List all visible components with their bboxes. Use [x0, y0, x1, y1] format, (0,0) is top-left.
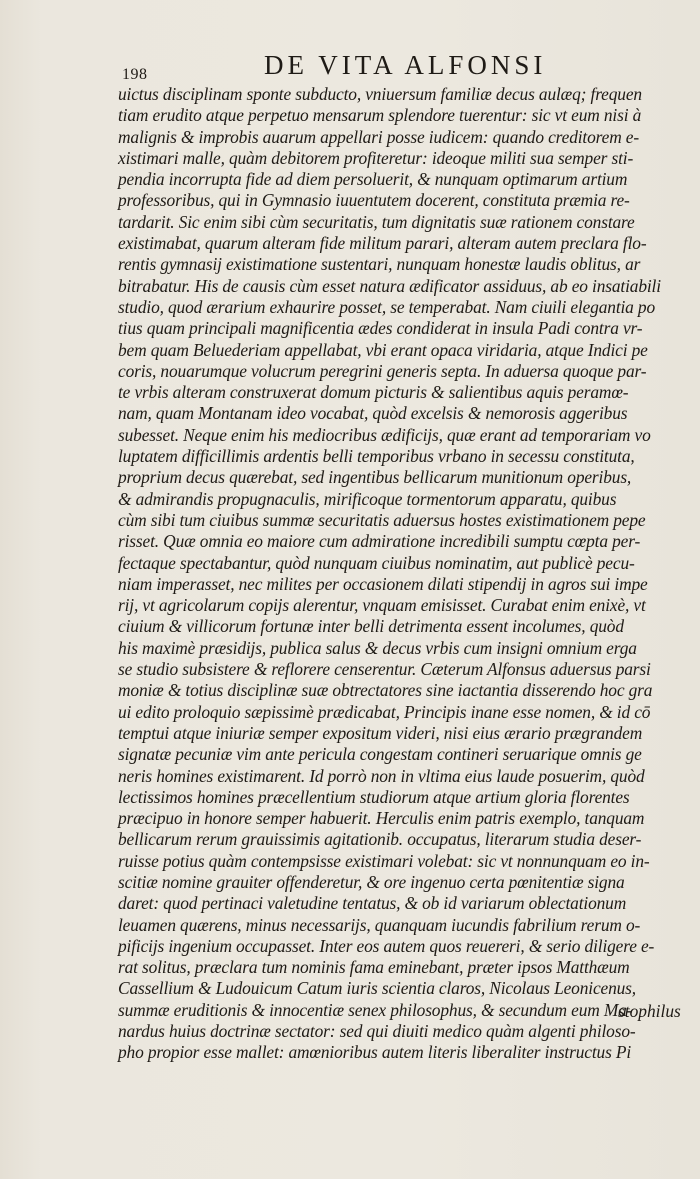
text-line: præcipuo in honore semper habuerit. Herculis enim patris exemplo, tanquam — [118, 808, 645, 829]
text-line: proprium decus quærebat, sed ingentibus bellicarum munitionum operibus, — [118, 467, 632, 488]
text-line: studio, quod ærarium exhaurire posset, se temperabat. Nam ciuili elegantia po — [118, 296, 656, 317]
text-line: luptatem difficillimis ardentis belli temporibus vrbano in secessu constituta, — [118, 446, 635, 467]
running-head: DE VITA ALFONSI — [264, 50, 547, 80]
text-line: professoribus, qui in Gymnasio iuuentutem docerent, constituta præmia re- — [118, 190, 630, 211]
text-line: ui edito proloquio sæpissimè prædicabat, Principis inane esse nomen, & id cō — [118, 701, 651, 722]
text-line: pendia incorrupta fide ad diem persoluerit, & nunquam optimarum artium — [118, 169, 628, 190]
text-line: uictus disciplinam sponte subducto, vniuersum familiæ decus aulæq; frequen — [118, 84, 642, 104]
text-line: pificijs ingenium occupasset. Inter eos autem quos reuereri, & serio diligere e- — [118, 935, 655, 956]
text-line: lectissimos homines præcellentium studiorum atque artium gloria florentes — [118, 786, 630, 807]
text-line: coris, nouarumque volucrum peregrini generis septa. In aduersa quoque par- — [118, 360, 647, 381]
text-line: nardus huius doctrinæ sectator: sed qui diuiti medico quàm algenti philoso- — [118, 1021, 636, 1042]
text-line: cùm sibi tum ciuibus summæ securitatis aduersus hostes existimationem pepe — [118, 509, 646, 530]
text-line: niam imperasset, nec milites per occasionem dilati stipendij in agros sui impe — [118, 573, 648, 594]
text-line: Cassellium & Ludouicum Catum iuris scientia claros, Nicolaus Leonicenus, — [118, 978, 637, 999]
text-line: neris homines existimarent. Id porrò non in vltima eius laude posuerim, quòd — [118, 765, 645, 786]
text-line: temptui atque iniuriæ semper expositum videri, nisi eius ærario prægrandem — [118, 722, 643, 743]
text-line: leuamen quærens, minus necessarijs, quanquam iucundis fabrilium rerum o- — [118, 914, 641, 935]
text-line: fectaque spectabantur, quòd nunquam ciuibus nominatim, aut publicè pecu- — [118, 552, 635, 573]
page-number: 198 — [122, 66, 148, 83]
text-line: ciuium & villicorum fortunæ inter belli detrimenta essent incolumes, quòd — [118, 616, 624, 637]
text-line: te vrbis alteram construxerat domum picturis & salientibus aquis peramœ- — [118, 382, 629, 403]
text-line: & admirandis propugnaculis, mirificoque tormentorum apparatu, quibus — [118, 488, 617, 509]
text-line: rentis gymnasij existimatione sustentari, nunquam honestæ laudis oblitus, ar — [118, 254, 641, 275]
text-line: summæ eruditionis & innocentiæ senex philosophus, & secundum eum Ma- — [118, 999, 633, 1020]
text-line: se studio subsistere & reflorere censerentur. Cæterum Alfonsus aduersus parsi — [118, 659, 651, 680]
text-line: malignis & improbis auarum appellari posse iudicem: quando creditorem e- — [118, 126, 640, 147]
text-line: tiam erudito atque perpetuo mensarum splendore tuerentur: sic vt eum nisi à — [118, 105, 642, 126]
text-line: signatæ pecuniæ vim ante pericula congestam contineri seruarique omnis ge — [118, 744, 642, 765]
text-line: daret: quod pertinaci valetudine tentatus, & ob id variarum oblectationum — [118, 893, 627, 914]
text-line: his maximè præsidijs, publica salus & decus vrbis cum insigni omnium erga — [118, 637, 637, 658]
text-line: subesset. Neque enim his mediocribus ædificijs, quæ erant ad temporariam vo — [118, 424, 651, 445]
text-line: bitrabatur. His de causis cùm esset natura ædificator assiduus, ab eo insatiabili — [118, 275, 661, 296]
text-line: moniæ & totius disciplinæ suæ obtrectatores sine iactantia disserendo hoc gra — [118, 680, 653, 701]
text-line: nam, quam Montanam ideo vocabat, quòd excelsis & nemorosis aggeribus — [118, 403, 628, 424]
text-line: ruisse potius quàm contempsisse existimari volebat: sic vt nonnunquam eo in- — [118, 850, 650, 871]
text-line: tardarit. Sic enim sibi cùm securitatis, tum dignitatis suæ rationem constare — [118, 211, 635, 232]
text-line: rat solitus, præclara tum nominis fama eminebant, præter ipsos Matthæum — [118, 957, 630, 978]
body-text — [118, 84, 686, 1064]
text-line: scitiæ nomine grauiter offenderetur, & ore ingenuo certa pœnitentiæ signa — [118, 871, 625, 892]
catchword: stophilus — [618, 1001, 681, 1021]
text-line: pho propior esse mallet: amœnioribus autem literis liberaliter instructus Pi — [118, 1042, 632, 1063]
text-line: xistimari malle, quàm debitorem profiteretur: ideoque militi sua semper sti- — [118, 147, 634, 168]
text-line: bem quam Beluederiam appellabat, vbi erant opaca viridaria, atque Indici pe — [118, 339, 648, 360]
text-line: tius quam principali magnificentia ædes condiderat in insula Padi contra vr- — [118, 318, 643, 339]
text-line: risset. Quæ omnia eo maiore cum admiratione incredibili sumptu cœpta per- — [118, 531, 641, 552]
text-line: rij, vt agricolarum copijs alerentur, vnquam emisisset. Curabat enim enixè, vt — [118, 595, 646, 616]
text-line: existimabat, quarum alteram fide militum parari, alteram autem preclara flo- — [118, 233, 647, 254]
text-line: bellicarum rerum grauissimis agitationib. occupatus, literarum studia deser- — [118, 829, 642, 850]
